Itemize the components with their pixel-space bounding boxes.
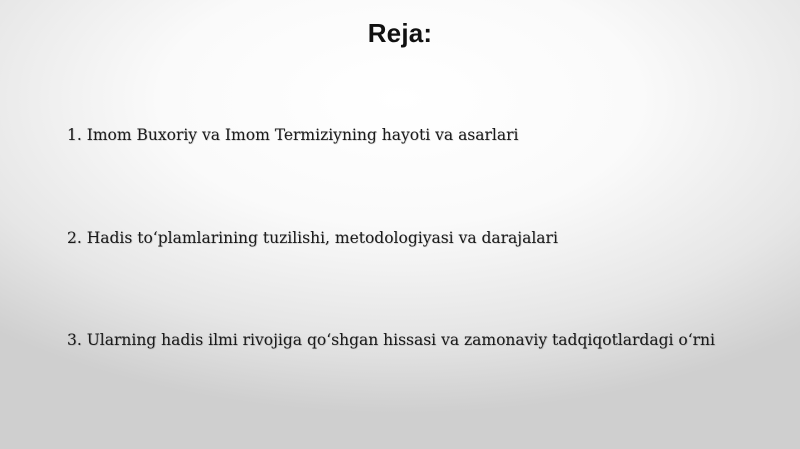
plan-item-2: 2. Hadis to‘plamlarining tuzilishi, metodologiyasi va darajalari [67,229,558,247]
slide-title: Reja: [367,18,433,48]
plan-item-1: 1. Imom Buxoriy va Imom Termiziyning hayoti va asarlari [67,126,519,144]
plan-item-3: 3. Ularning hadis ilmi rivojiga qo‘shgan hissasi va zamonaviy tadqiqotlardagi o‘rni [67,331,715,349]
plan-list [67,0,787,449]
